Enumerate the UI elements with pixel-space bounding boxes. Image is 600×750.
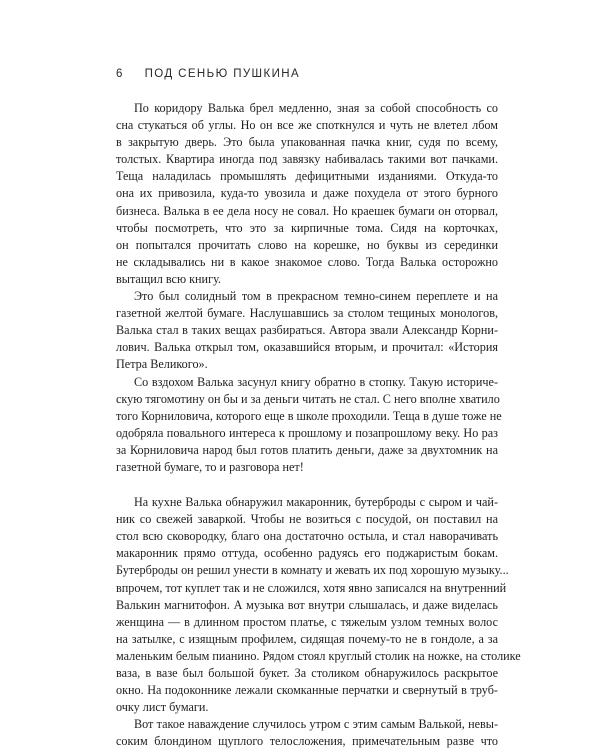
text-line: он попытался прочитать слово на корешке, но буквы из серединки — [116, 237, 498, 252]
text-line: скую тягомотину он бы и за деньги читать не стал. С него вполне хватило — [116, 391, 500, 406]
text-line: Бутерброды он решил унести в комнату и жевать их под хорошую музыку... — [116, 563, 509, 578]
text-line: газетной бумаге, то и разговора нет! — [116, 459, 304, 474]
section-break — [116, 476, 498, 494]
text-line: она их привозила, куда-то увозила и даже похудела от этого бурного — [116, 186, 498, 201]
text-line: окно. На подоконнике лежали скомканные перчатки и свернутый в труб- — [116, 683, 498, 698]
text-line: ваза, в вазе был большой букет. За столиком обнаружилось раскрытое — [116, 666, 498, 680]
text-line: чтобы посмотреть, что это за кирпичные тома. Сидя на корточках, — [116, 220, 498, 235]
body-text — [116, 100, 521, 750]
text-line: женщина — в длинном простом платье, с тяжелым узлом темных волос — [116, 614, 498, 629]
text-line: газетной желтой бумаге. Наслушавшись за столом тещиных монологов, — [116, 306, 498, 321]
text-line: Вот такое наваждение случилось утром с этим самым Валькой, невы- — [134, 717, 498, 732]
text-line: лович. Валька открыл том, оказавшийся вторым, и прочитал: «История — [116, 340, 498, 355]
text-line: не складывались ни в какое знакомое слово. Тогда Валька осторожно — [116, 254, 498, 269]
text-line: сна стукаться об углы. Но он все же споткнулся и чуть не влетел лбом — [116, 118, 498, 133]
paragraph — [116, 288, 498, 373]
text-line: очку лист бумаги. — [116, 700, 209, 715]
text-line: бизнеса. Валька в ее дела носу не совал. Но краешек бумаги он оторвал, — [116, 203, 498, 218]
text-line: Со вздохом Валька засунул книгу обратно в стопку. Такую историче- — [134, 374, 498, 389]
text-line: вытащил всю книгу. — [116, 271, 221, 286]
paragraph — [116, 374, 502, 477]
text-line: Валька стал в таких вещах разбираться. Автора звали Александр Корни- — [116, 323, 498, 338]
text-line: Это был солидный том в прекрасном темно-синем переплете и на — [134, 289, 498, 304]
text-line: Теща наладилась промышлять дефицитными изданиями. Откуда-то — [116, 169, 498, 184]
paragraph — [116, 716, 498, 750]
text-line: за Корниловича народ был готов платить деньги, даже за двухтомник на — [116, 442, 498, 457]
text-line: Валькин магнитофон. А музыка вот внутри слышалась, и даже виделась — [116, 597, 498, 612]
text-line: На кухне Валька обнаружил макаронник, бутерброды с сыром и чай- — [134, 495, 498, 510]
text-line: макаронник прямо оттуда, особенно радуясь его поджаристым бокам. — [116, 546, 498, 561]
text-line: того Корниловича, которого еще в школе проходили. Теща в душе тоже не — [116, 408, 502, 423]
paragraph — [116, 100, 498, 288]
text-line: маленьким белым пианино. Рядом стоял круглый столик на ножке, на столике — [116, 648, 521, 663]
text-line: соким блондином щуплого телосложения, примечательным разве что — [116, 734, 498, 749]
text-line: одобряла повального интереса к прошлому и позапрошлому веку. Но раз — [116, 425, 498, 440]
text-line: на затылке, с изящным профилем, сидящая почему-то не в гондоле, а за — [116, 631, 498, 646]
text-line: стол всю сковородку, благо она достаточно остыла, и стал наворачивать — [116, 529, 498, 544]
running-title: ПОД СЕНЬЮ ПУШКИНА — [144, 68, 301, 80]
text-line: толстых. Квартира иногда под завязку набивалась такими вот пачками. — [116, 152, 498, 167]
text-line: По коридору Валька брел медленно, зная за собой способность со — [134, 101, 498, 115]
paragraph — [116, 494, 521, 716]
text-line: Петра Великого». — [116, 357, 208, 372]
running-header — [116, 68, 496, 84]
text-line: в закрытую дверь. Это была упакованная пачка книг, судя по всему, — [116, 135, 498, 150]
page-number: 6 — [116, 68, 124, 80]
text-line: впрочем, тот куплет так и не сложился, хотя явно записался на внутренний — [116, 580, 507, 595]
text-line: ник со свежей заваркой. Чтобы не возиться с посудой, он поставил на — [116, 512, 498, 527]
